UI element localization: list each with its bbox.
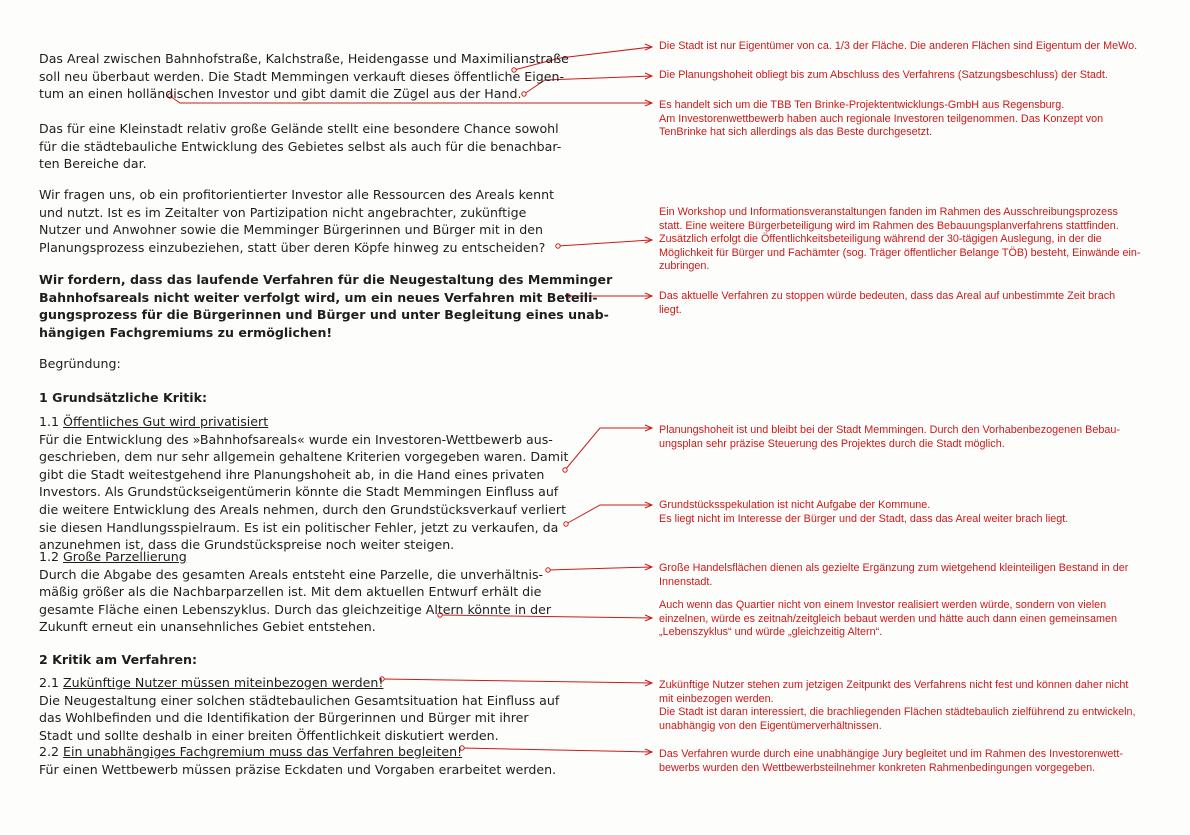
annotation-11 [659,748,1123,775]
annotation-line: Innenstadt. [659,575,713,588]
annotation-line: TenBrinke hat sich allerdings als das Beste durchgesetzt. [659,126,933,139]
subsection-number: 1.2 [39,549,64,564]
text-line: geschrieben, dem nur sehr allgemein gehaltene Kriterien vorgegeben waren. Damit [39,449,569,465]
text-line: mäßig größer als die Nachbarparzellen ist. Mit dem aktuellen Entwurf erhält die [39,584,542,600]
annotation-line: Ein Workshop und Informationsveranstaltungen fanden im Rahmen des Ausschreibungsprozess [659,206,1118,218]
annotation-5 [659,290,1115,317]
text-line: Zukunft erneut ein unansehnliches Gebiet entstehen. [39,619,376,635]
annotation-line: Auch wenn das Quartier nicht von einem Investor realisiert werden würde, sondern von vielen [659,599,1107,611]
annotation-6 [659,424,1120,451]
text-line: Bahnhofsareals nicht weiter verfolgt wird, um ein neues Verfahren mit Beteili- [39,289,598,305]
subsection-heading [39,674,559,692]
section-2-heading: 2 Kritik am Verfahren: [39,652,198,667]
text-line: Wir fordern, dass das laufende Verfahren für die Neugestaltung des Memminger [39,272,613,287]
subsection-title: Ein unabhängiges Fachgremium muss das Verfahren begleiten! [63,744,463,759]
text-line: für die städtebauliche Entwicklung des Gebietes selbst als auch für die benachbar- [39,138,562,154]
text-line: Planungsprozess einzubeziehen, statt über deren Köpfe hinweg zu entscheiden? [39,239,546,255]
subsection-number: 2.1 [39,675,64,690]
annotation-line: Die Planungshoheit obliegt bis zum Abschluss des Verfahrens (Satzungsbeschluss) der Stadt. [659,69,1108,81]
annotation-3 [659,99,1103,140]
annotation-line: mit einbezogen werden. [659,692,774,705]
text-line: und nutzt. Ist es im Zeitalter von Partizipation nicht angebrachter, zukünftige [39,204,527,220]
annotation-line: Es handelt sich um die TBB Ten Brinke-Projektentwicklungs-GmbH aus Regensburg. [659,99,1065,111]
section-2-1 [39,674,559,744]
text-line: gibt die Stadt weitestgehend ihre Planungshoheit ab, in die Hand eines privaten [39,466,545,482]
annotation-8 [659,562,1128,589]
text-line: hängigen Fachgremiums zu ermöglichen! [39,324,333,340]
text-line: gungsprozess für die Bürgerinnen und Bürger und unter Begleitung eines unab- [39,307,609,323]
annotation-line: zubringen. [659,260,710,273]
annotation-line: Das aktuelle Verfahren zu stoppen würde bedeuten, dass das Areal auf unbestimmte Zeit brach [659,290,1116,302]
demand-paragraph [39,271,612,341]
text-line: Das Areal zwischen Bahnhofstraße, Kalchstraße, Heidengasse und Maximilianstraße [39,51,569,66]
annotation-10 [659,679,1136,733]
subsection-title: Große Parzellierung [63,549,187,564]
subsection-number: 1.1 [39,414,64,429]
annotation-line: Zusätzlich erfolgt die Öffentlichkeitsbeteiligung während der 30-tägigen Auslegung, in der die [659,233,1102,246]
connector-8 [546,564,652,572]
annotation-line: Am Investorenwettbewerb haben auch regionale Investoren teilgenommen. Das Konzept von [659,112,1104,125]
text-line: tum an einen holländischen Investor und gibt damit die Zügel aus der Hand. [39,86,522,102]
connector-4 [556,237,652,248]
annotation-line: unabhängig von den Eigentümerverhältnissen. [659,719,882,732]
section-1-1 [39,413,568,554]
text-line: Für einen Wettbewerb müssen präzise Eckdaten und Vorgaben erarbeitet werden. [39,761,557,777]
annotation-line: statt. Eine weitere Bürgerbeteiligung wird im Rahmen des Bebauungsplanverfahrens stattfinden. [659,219,1119,232]
begruendung-label: Begründung: [39,356,121,371]
section-2-2 [39,743,556,778]
section-1-heading: 1 Grundsätzliche Kritik: [39,390,208,405]
annotation-7 [659,499,1068,526]
intro-paragraph [39,50,569,103]
text-line: gesamte Fläche einen Lebenszyklus. Durch das gleichzeitige Altern könnte in der [39,601,552,617]
subsection-heading [39,548,551,566]
annotation-line: Die Stadt ist daran interessiert, die brachliegenden Flächen städtebaulich zielführend zu entwickeln, [659,706,1136,719]
annotation-line: Möglichkeit für Bürger und Fachämter (sog. Träger öffentlicher Belange TÖB) besteht, Einwände ein- [659,246,1141,259]
annotation-line: Grundstücksspekulation ist nicht Aufgabe der Kommune. [659,499,931,511]
text-line: die weitere Entwicklung des Areals nehmen, durch den Grundstücksverkauf verliert [39,501,567,517]
annotation-line: Die Stadt ist nur Eigentümer von ca. 1/3 der Fläche. Die anderen Flächen sind Eigentum der MeWo. [659,40,1138,52]
annotation-2 [659,69,1108,83]
text-line: Nutzer und Anwohner sowie die Memminger Bürgerinnen und Bürger mit in den [39,222,544,238]
subsection-heading [39,743,556,761]
text-line: ten Bereiche dar. [39,156,147,172]
annotation-line: liegt. [659,303,682,316]
text-line: das Wohlbefinden und die Identifikation der Bürgerinnen und Bürger mit ihrer [39,710,529,726]
text-line: Durch die Abgabe des gesamten Areals entsteht eine Parzelle, die unverhältnis- [39,566,544,582]
section-1-2 [39,548,551,636]
annotation-1 [659,40,1137,54]
annotation-line: Planungshoheit ist und bleibt bei der Stadt Memmingen. Durch den Vorhabenbezogenen Bebau- [659,424,1120,436]
connector-6 [563,425,652,472]
text-line: soll neu überbaut werden. Die Stadt Memmingen verkauft dieses öffentliche Eigen- [39,68,564,84]
annotation-line: Das Verfahren wurde durch eine unabhängige Jury begleitet und im Rahmen des Investorenwett- [659,748,1123,760]
subsection-title: Zukünftige Nutzer müssen miteinbezogen werden! [63,675,384,690]
text-line: Das für eine Kleinstadt relativ große Gelände stellt eine besondere Chance sowohl [39,121,559,136]
chance-paragraph [39,120,561,173]
annotation-line: ungsplan sehr präzise Steuerung des Projektes durch die Stadt möglich. [659,437,1005,450]
subsection-number: 2.2 [39,744,64,759]
text-line: anzunehmen ist, dass die Grundstückspreise noch weiter steigen. [39,537,455,553]
annotation-4 [659,206,1141,274]
text-line: sie diesen Handlungsspielraum. Es ist ein politischer Fehler, jetzt zu verkaufen, da [39,519,559,535]
annotation-line: Es liegt nicht im Interesse der Bürger und der Stadt, dass das Areal weiter brach liegt. [659,512,1069,525]
annotation-line: bewerbs wurden den Wettbewerbsteilnehmer konkreten Rahmenbedingungen vorgegeben. [659,761,1096,774]
text-line: Die Neugestaltung einer solchen städtebaulichen Gesamtsituation hat Einfluss auf [39,692,560,708]
question-paragraph [39,186,554,256]
annotation-line: Zukünftige Nutzer stehen zum jetzigen Zeitpunkt des Verfahrens nicht fest und können daher nicht [659,679,1129,691]
text-line: Stadt und sollte deshalb in einer breiten Öffentlichkeit diskutiert werden. [39,727,499,743]
annotation-9 [659,599,1117,640]
annotation-line: Große Handelsflächen dienen als gezielte Ergänzung zum wietgehend kleinteiligen Bestand in der [659,562,1129,574]
annotation-line: einzelnen, würde es zeitnah/zeitgleich bebaut werden und hätte auch dann einen gemeinsamen [659,612,1117,625]
text-line: Wir fragen uns, ob ein profitorientierter Investor alle Ressourcen des Areals kennt [39,187,555,202]
subsection-title: Öffentliches Gut wird privatisiert [63,414,269,429]
text-line: Für die Entwicklung des »Bahnhofsareals« wurde ein Investoren-Wettbewerb aus- [39,431,553,447]
text-line: Investors. Als Grundstückseigentümerin könnte die Stadt Memmingen Einfluss auf [39,484,559,500]
subsection-heading [39,413,568,431]
connector-7 [564,502,652,526]
annotation-line: „Lebenszyklus“ und würde „gleichzeitig Altern“. [659,626,883,639]
